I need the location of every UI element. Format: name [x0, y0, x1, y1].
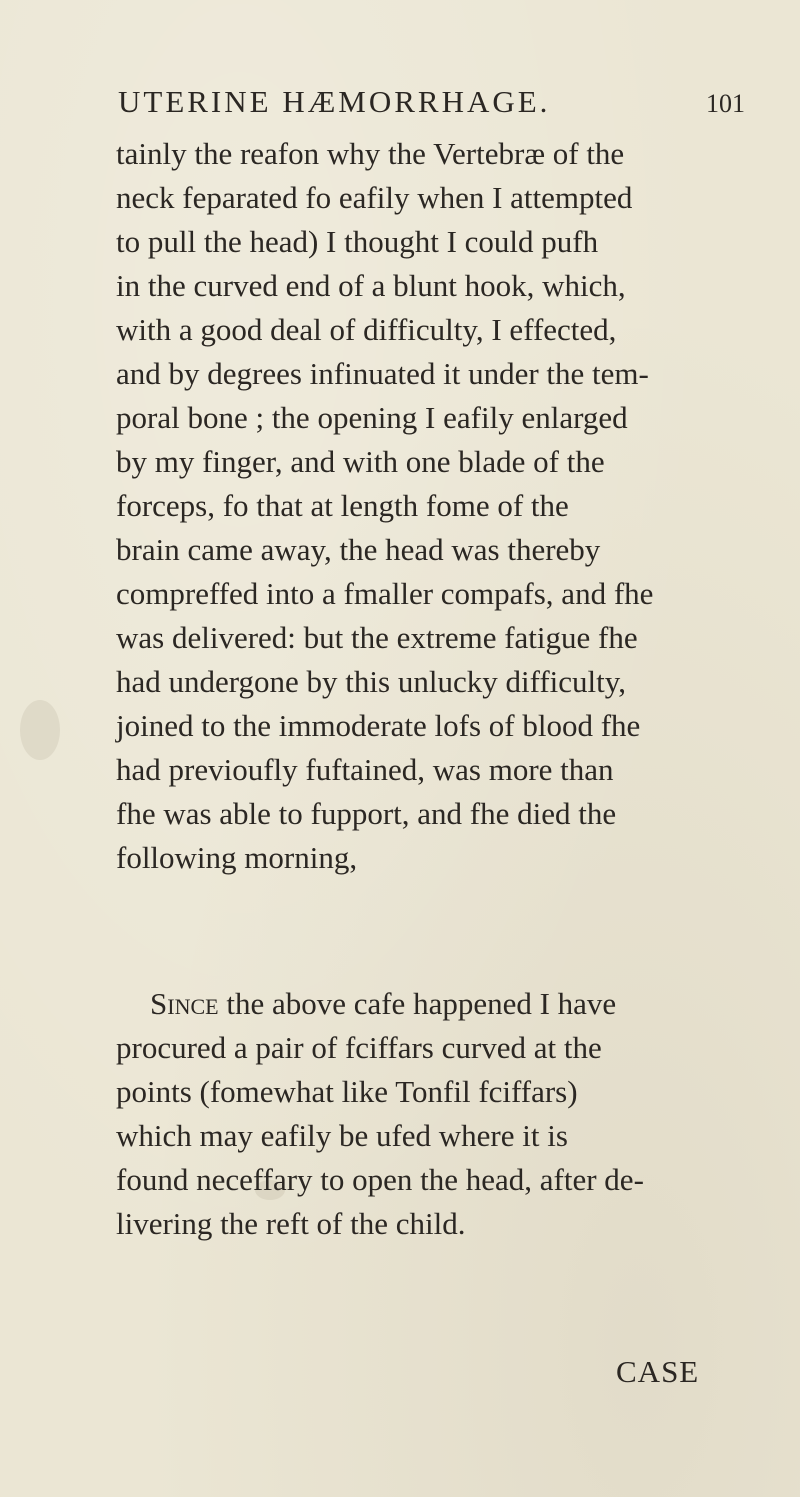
- first-line-rest: the above cafe happened I have: [226, 986, 617, 1021]
- text-line: forceps, fo that at length fome of the: [116, 488, 569, 523]
- text-line: brain came away, the head was thereby: [116, 532, 601, 567]
- text-line: neck feparated fo eafily when I attempted: [116, 180, 633, 215]
- text-line: tainly the reafon why the Vertebræ of the: [116, 136, 625, 171]
- text-line: poral bone ; the opening I eafily enlarged: [116, 400, 628, 435]
- paragraph-first-line: [150, 982, 616, 1026]
- text-line: following morning,: [116, 840, 358, 875]
- text-line: livering the reft of the child.: [116, 1206, 466, 1241]
- text-line: which may eafily be ufed where it is: [116, 1118, 568, 1153]
- text-line: had previoufly fuftained, was more than: [116, 752, 614, 787]
- text-line: in the curved end of a blunt hook, which,: [116, 268, 626, 303]
- text-line: to pull the head) I thought I could pufh: [116, 224, 599, 259]
- text-line: and by degrees infinuated it under the tem-: [116, 356, 649, 391]
- page-number: 101: [706, 89, 745, 118]
- text-line: compreffed into a fmaller compafs, and fhe: [116, 576, 654, 611]
- running-title: UTERINE HÆMORRHAGE.: [118, 84, 551, 119]
- text-line: joined to the immoderate lofs of blood fhe: [116, 708, 641, 743]
- text-line: had undergone by this unlucky difficulty,: [116, 664, 626, 699]
- catchword: CASE: [616, 1354, 700, 1389]
- text-line: found neceffary to open the head, after de-: [116, 1162, 644, 1197]
- text-line: procured a pair of fciffars curved at the: [116, 1030, 602, 1065]
- text-line: points (fomewhat like Tonfil fciffars): [116, 1074, 578, 1109]
- text-line: was delivered: but the extreme fatigue fhe: [116, 620, 638, 655]
- running-head: [0, 80, 800, 124]
- paragraph-lead-word: Since: [150, 986, 219, 1021]
- text-line: by my finger, and with one blade of the: [116, 444, 605, 479]
- text-line: fhe was able to fupport, and fhe died the: [116, 796, 617, 831]
- text-line: with a good deal of difficulty, I effected,: [116, 312, 617, 347]
- paper-stain: [20, 700, 60, 760]
